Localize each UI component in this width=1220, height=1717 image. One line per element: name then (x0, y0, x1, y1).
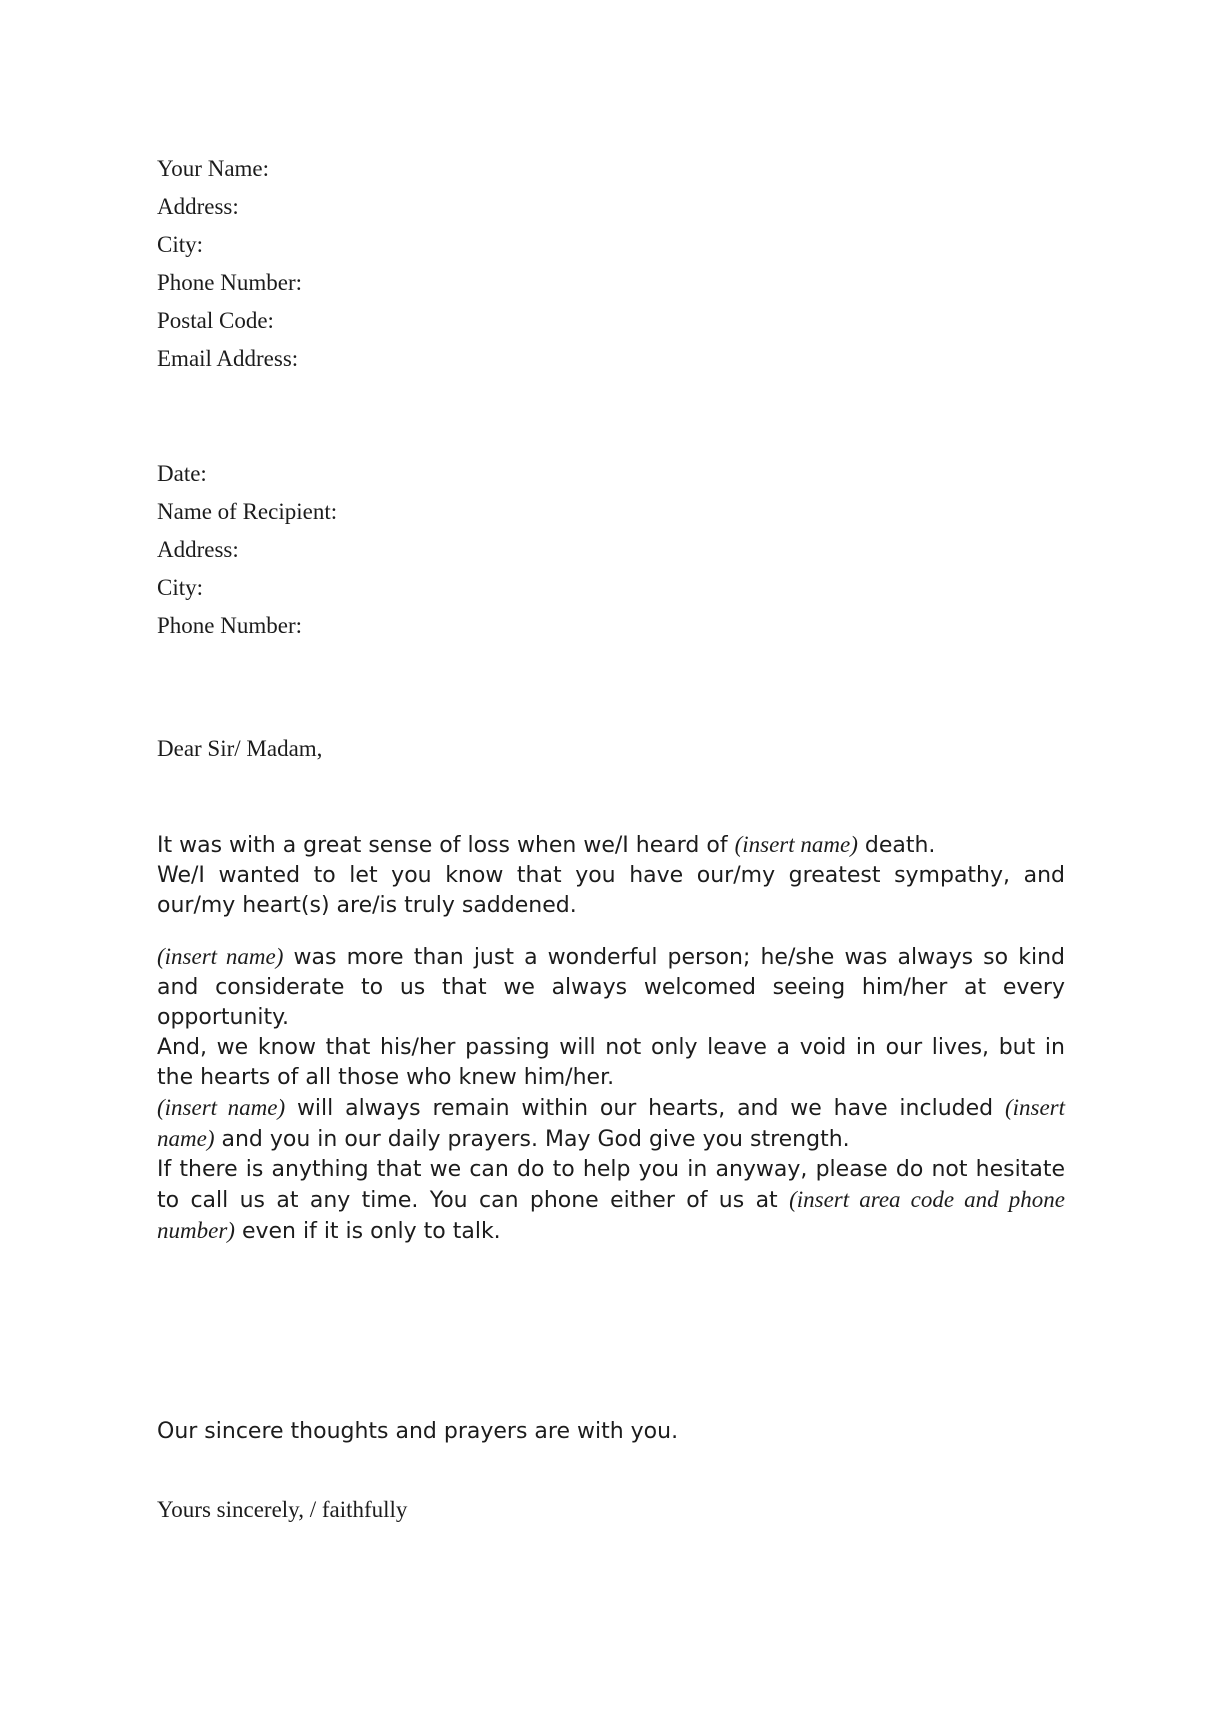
sender-city-label: City: (157, 232, 204, 257)
body-text: was more than just a wonderful person; he/she was always so kind and considerate to us that we always welcomed seeing him/her at every opportunity. (157, 945, 1065, 1030)
body-text: even if it is only to talk. (241, 1219, 501, 1244)
insert-name-placeholder: (insert name) (157, 1095, 286, 1120)
sender-phone-label: Phone Number: (157, 270, 303, 295)
recipient-name-label: Name of Recipient: (157, 499, 338, 524)
closing-thoughts-line: Our sincere thoughts and prayers are with you. (157, 1419, 679, 1444)
insert-name-placeholder: (insert name) (734, 832, 858, 857)
paragraph-void (157, 1033, 1065, 1093)
insert-name-placeholder: (insert name) (157, 1095, 1065, 1151)
body-text: We/I wanted to let you know that you have our/my greatest sympathy, and our/my heart(s) are/is truly saddened. (157, 863, 1065, 918)
sender-email-label: Email Address: (157, 346, 299, 371)
insert-phone-placeholder: (insert area code and phone number) (157, 1187, 1066, 1243)
body-text: And, we know that his/her passing will not only leave a void in our lives, but in the hearts of all those who knew him/her. (157, 1035, 1065, 1090)
paragraph-sympathy (157, 830, 1065, 921)
body-text: death. (864, 833, 936, 858)
sender-name-label: Your Name: (157, 156, 270, 181)
recipient-date-label: Date: (157, 461, 207, 486)
body-text: It was with a great sense of loss when we/I heard of (157, 833, 728, 858)
insert-name-placeholder: (insert name) (157, 944, 284, 969)
sender-address-label: Address: (157, 194, 239, 219)
sender-address-block (157, 150, 1220, 378)
recipient-address-block (157, 455, 1220, 645)
recipient-phone-label: Phone Number: (157, 613, 303, 638)
body-text: If there is anything that we can do to help you in anyway, please do not hesitate to call us at any time. You can phone either of us at (157, 1157, 1065, 1213)
paragraph-offer-help (157, 1155, 1065, 1247)
recipient-city-label: City: (157, 575, 204, 600)
body-text: will always remain within our hearts, and we have included (296, 1096, 994, 1121)
body-text: and you in our daily prayers. May God give you strength. (221, 1127, 850, 1152)
recipient-address-label: Address: (157, 537, 239, 562)
signoff-line: Yours sincerely, / faithfully (157, 1497, 408, 1522)
paragraph-prayers (157, 1093, 1065, 1155)
salutation: Dear Sir/ Madam, (157, 736, 323, 761)
letter-body (157, 830, 1065, 1525)
paragraph-wonderful-person (157, 942, 1065, 1033)
sender-postal-label: Postal Code: (157, 308, 274, 333)
